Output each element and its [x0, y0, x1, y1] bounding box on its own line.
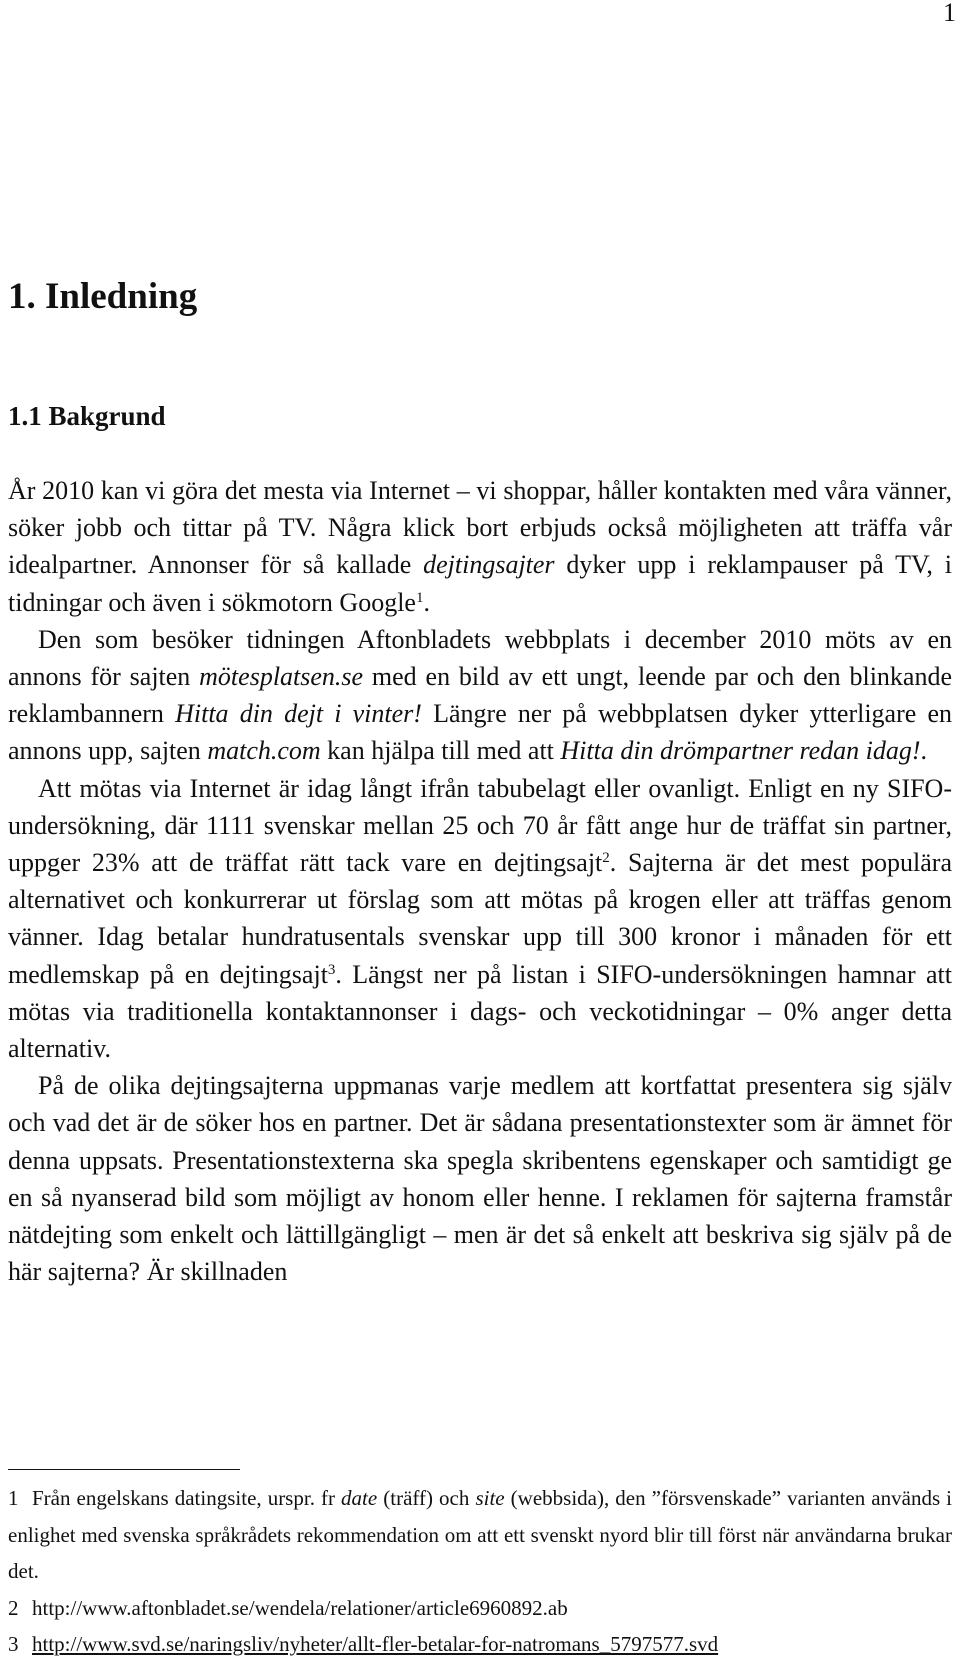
footnote-2 [8, 1590, 952, 1627]
footnotes [8, 1480, 952, 1663]
footnote-link[interactable]: http://www.svd.se/naringsliv/nyheter/allt-fler-betalar-for-natromans_5797577.svd [32, 1632, 719, 1656]
text-run: . [423, 587, 430, 617]
italic-term: site [475, 1486, 505, 1510]
paragraph-1 [8, 472, 952, 621]
italic-term: dejtingsajter [423, 550, 555, 580]
chapter-heading: 1. Inledning [8, 276, 198, 317]
section-heading: 1.1 Bakgrund [8, 401, 166, 431]
footnote-number: 1 [8, 1486, 19, 1510]
footnote-number: 3 [8, 1632, 19, 1656]
text-run: kan hjälpa till med att [320, 736, 561, 766]
footnote-number: 2 [8, 1595, 19, 1620]
footnote-ref-1[interactable]: 1 [415, 589, 424, 606]
italic-slogan: Hitta din drömpartner redan idag! [560, 736, 921, 766]
italic-site-name: mötesplatsen.se [199, 662, 364, 692]
text-run: . Sajterna är det mest populära alternativet och konkurrerar ut förslag som att mötas på krogen eller att träffas genom vänner. Idag betalar hundratusentals svenskar upp till 300 kronor i månaden för ett medlemskap på en dejtingsajt [8, 848, 953, 989]
paragraph-2 [8, 621, 952, 770]
italic-site-name: match.com [207, 736, 321, 766]
paragraph-4: På de olika dejtingsajterna uppmanas varje medlem att kortfattat presentera sig själv och vad det är de söker hos en partner. Det är sådana presentationstexter som är ämnet för denna uppsats. Presentationstexterna ska spegla skribentens egenskaper och samtidigt ge en så nyanserad bild som möjligt av honom eller henne. I reklamen för sajterna framstår nätdejting som enkelt och lättillgängligt – men är det så enkelt att beskriva sig själv på de här sajterna? Är skillnaden [8, 1071, 952, 1287]
text-run: . Längst ner på listan i SIFO-undersökningen hamnar att mötas via traditionella kontaktannonser i dags- och veckotidningar – 0% anger detta alternativ. [8, 959, 952, 1064]
italic-term: date [341, 1486, 378, 1510]
body-text [8, 472, 952, 1290]
footnote-ref-2[interactable]: 2 [602, 850, 610, 867]
italic-slogan: Hitta din dejt i vinter! [175, 699, 422, 729]
text-run: (webbsida), den ”försvenskade” varianten används i enlighet med svenska språkrådets rekommendation om att ett svenskt nyord blir till först när användarna brukar det. [8, 1486, 953, 1583]
page-number: 1 [943, 0, 956, 27]
footnote-url: http://www.aftonbladet.se/wendela/relationer/article6960892.ab [32, 1595, 568, 1620]
footnote-1 [8, 1480, 952, 1590]
footnote-divider [8, 1469, 240, 1470]
text-run: År 2010 kan vi göra det mesta via Internet – vi shoppar, håller kontakten med våra vänner, söker jobb och tittar på TV. Några klick bort erbjuds också möjligheten att träffa vår idealpartner. Annonser för så kallade [8, 476, 952, 580]
text-run: (träff) och [377, 1486, 476, 1510]
text-run: Den som besöker tidningen Aftonbladets webbplats i december 2010 möts av en annons för sajten [8, 624, 952, 692]
footnote-3 [8, 1626, 952, 1663]
text-run: Från engelskans datingsite, urspr. fr [32, 1486, 342, 1510]
text-run: Att mötas via Internet är idag långt ifrån tabubelagt eller ovanligt. Enligt en ny SIFO-undersökning, där 1111 svenskar mellan 25 och 70 år fått ange hur de träffat sin partner, uppger 23% att de träffat rätt tack vare en dejtingsajt [8, 773, 952, 878]
text-run: . [920, 736, 928, 766]
paragraph-3 [8, 770, 952, 1068]
text-run: Längre ner på webbplatsen dyker ytterligare en annons upp, sajten [8, 699, 953, 766]
text-run: dyker upp i reklampauser på TV, i tidningar och även i sökmotorn Google [8, 550, 952, 617]
text-run: med en bild av ett ungt, leende par och den blinkande reklambannern [8, 662, 952, 729]
footnote-ref-3[interactable]: 3 [327, 961, 336, 978]
